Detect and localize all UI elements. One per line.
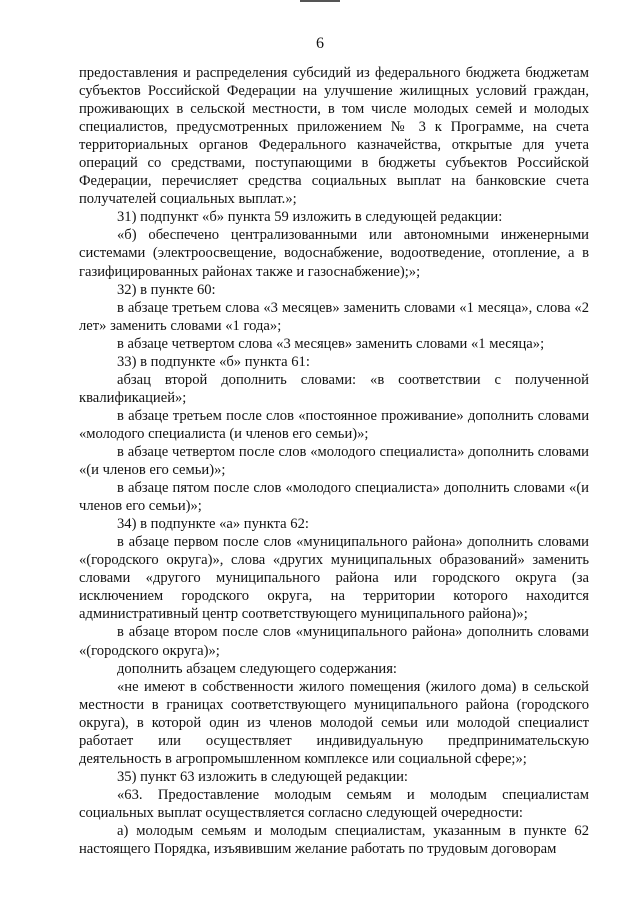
paragraph: 34) в подпункте «а» пункта 62: — [117, 516, 309, 533]
paragraph: а) молодым семьям и молодым специалистам, указанным в пункте 62 настоящего Порядка, изъявившим желание работать по трудовым договорам — [79, 822, 589, 858]
paragraph: дополнить абзацем следующего содержания: — [117, 660, 397, 677]
paragraph: в абзаце третьем слова «3 месяцев» заменить словами «1 месяца», слова «2 лет» заменить словами «1 года»; — [79, 299, 589, 334]
paragraph: в абзаце втором после слов «муниципального района» дополнить словами «(городского округа)»; — [79, 624, 589, 659]
paragraph: в абзаце пятом после слов «молодого специалиста» дополнить словами «(и членов его семьи)»; — [79, 480, 589, 515]
paragraph: в абзаце первом после слов «муниципального района» дополнить словами «(городского округа)», слова «других муниципальных образований» заменить словами «другого муниципального района или городского округа (за исключением городского округа, на территории которого находится административный центр соответствующего муниципального района)»; — [79, 534, 589, 623]
paragraph: 35) пункт 63 изложить в следующей редакции: — [117, 768, 408, 785]
paragraph: абзац второй дополнить словами: «в соответствии с полученной квалификацией»; — [79, 371, 589, 406]
paragraph: в абзаце четвертом после слов «молодого специалиста» дополнить словами «(и членов его семьи)»; — [79, 443, 589, 479]
page-number: 6 — [316, 35, 324, 52]
paragraph: предоставления и распределения субсидий из федерального бюджета бюджетам субъектов Российской Федерации на улучшение жилищных условий граждан, проживающих в сельской местности, в том числе молодых семей и молодых специалистов, предусмотренных приложением № 3 к Программе, на счета территориальных органов Федерального казначейства, открытые для учета операций со средствами, поступающими в бюджеты субъектов Российской Федерации, перечисляет средства социальных выплат на банковские счета получателей социальных выплат.»; — [79, 65, 589, 208]
paragraph: 32) в пункте 60: — [117, 281, 216, 298]
paragraph: в абзаце третьем после слов «постоянное проживание» дополнить словами «молодого специалиста (и членов его семьи)»; — [79, 407, 589, 442]
paragraph: 31) подпункт «б» пункта 59 изложить в следующей редакции: — [117, 209, 503, 226]
paragraph: «б) обеспечено централизованными или автономными инженерными системами (электроосвещение, водоснабжение, водоотведение, отопление, а в газифицированных районах также и газоснабжение);»; — [79, 227, 589, 280]
paragraph: «не имеют в собственности жилого помещения (жилого дома) в сельской местности в границах соответствующего муниципального района (городского округа), в которой один из членов молодой семьи или молодой специалист работает или осуществляет индивидуальную предпринимательскую деятельность в агропромышленном комплексе или социальной сфере;»; — [79, 678, 589, 767]
scan-top-mark — [300, 0, 340, 2]
paragraph: в абзаце четвертом слова «3 месяцев» заменить словами «1 месяца»; — [117, 335, 545, 352]
paragraph: 33) в подпункте «б» пункта 61: — [117, 353, 310, 370]
document-body — [79, 64, 589, 858]
paragraph: «63. Предоставление молодым семьям и молодым специалистам социальных выплат осуществляется согласно следующей очередности: — [79, 786, 589, 821]
